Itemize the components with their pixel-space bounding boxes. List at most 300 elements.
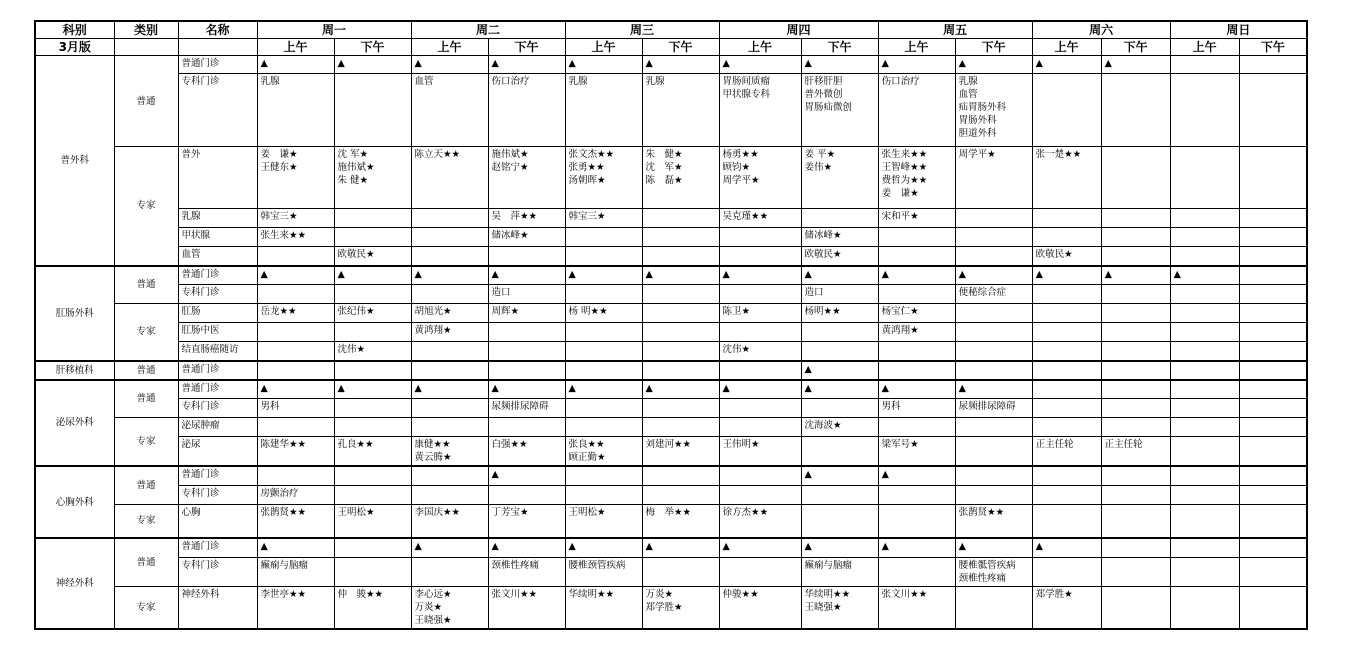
schedule-cell xyxy=(719,285,801,304)
schedule-cell: 华续明★★ 王晓强★ xyxy=(801,586,878,629)
schedule-cell: 陈卫★ xyxy=(719,304,801,323)
schedule-cell: ▲ xyxy=(257,56,334,74)
schedule-cell: 沈海波★ xyxy=(801,418,878,437)
schedule-cell xyxy=(955,247,1032,266)
clinic-name: 普通门诊 xyxy=(178,466,257,485)
schedule-cell xyxy=(1032,380,1101,399)
schedule-cell: 乳腺 xyxy=(642,74,719,147)
clinic-name: 甲状腺 xyxy=(178,228,257,247)
schedule-cell xyxy=(1170,209,1239,228)
schedule-row xyxy=(35,466,1307,485)
schedule-cell xyxy=(1239,304,1307,323)
schedule-cell: 房颤治疗 xyxy=(257,485,334,504)
schedule-cell xyxy=(1101,504,1170,538)
schedule-cell: 姜 谦★ 王健东★ xyxy=(257,147,334,209)
schedule-cell: 男科 xyxy=(257,399,334,418)
schedule-cell xyxy=(1101,586,1170,629)
schedule-cell xyxy=(955,586,1032,629)
schedule-cell: 陈建华★★ xyxy=(257,437,334,467)
schedule-cell xyxy=(334,418,411,437)
schedule-cell xyxy=(411,285,488,304)
schedule-cell: 黄鸿翔★ xyxy=(878,323,955,342)
schedule-cell: ▲ xyxy=(801,56,878,74)
schedule-cell: ▲ xyxy=(565,56,642,74)
schedule-wrapper xyxy=(34,20,1308,630)
schedule-cell xyxy=(334,361,411,380)
clinic-name: 专科门诊 xyxy=(178,285,257,304)
schedule-cell xyxy=(878,361,955,380)
schedule-cell xyxy=(801,209,878,228)
schedule-cell xyxy=(1239,56,1307,74)
schedule-cell xyxy=(1032,323,1101,342)
schedule-cell xyxy=(955,485,1032,504)
schedule-cell: 沈伟★ xyxy=(334,342,411,361)
schedule-cell xyxy=(801,437,878,467)
schedule-cell xyxy=(1239,399,1307,418)
schedule-cell xyxy=(411,466,488,485)
schedule-cell xyxy=(955,342,1032,361)
schedule-cell xyxy=(1032,342,1101,361)
schedule-cell: 欧敬民★ xyxy=(801,247,878,266)
schedule-row xyxy=(35,228,1307,247)
schedule-cell xyxy=(565,342,642,361)
schedule-cell xyxy=(1101,485,1170,504)
clinic-name: 普通门诊 xyxy=(178,56,257,74)
schedule-cell: ▲ xyxy=(1032,56,1101,74)
header-tue: 周二 xyxy=(411,21,565,39)
dept-name: 肛肠外科 xyxy=(35,266,114,361)
schedule-cell: 华续明★★ xyxy=(565,586,642,629)
schedule-cell xyxy=(565,485,642,504)
schedule-cell: 便秘综合症 xyxy=(955,285,1032,304)
category-name: 普通 xyxy=(114,380,178,418)
schedule-cell: 仲骏★★ xyxy=(719,586,801,629)
schedule-cell: 孔良★★ xyxy=(334,437,411,467)
schedule-cell: ▲ xyxy=(488,56,565,74)
schedule-cell xyxy=(565,399,642,418)
schedule-cell xyxy=(1170,247,1239,266)
dept-name: 肝移植科 xyxy=(35,361,114,380)
schedule-cell xyxy=(565,285,642,304)
schedule-cell: 张文川★★ xyxy=(878,586,955,629)
version-label: 3月版 xyxy=(35,39,114,56)
schedule-cell: ▲ xyxy=(878,56,955,74)
schedule-row xyxy=(35,304,1307,323)
schedule-cell xyxy=(334,323,411,342)
schedule-cell: 乳腺 xyxy=(257,74,334,147)
schedule-cell xyxy=(1170,437,1239,467)
header-pm: 下午 xyxy=(642,39,719,56)
schedule-cell xyxy=(1101,209,1170,228)
schedule-cell xyxy=(878,418,955,437)
schedule-cell xyxy=(1101,285,1170,304)
schedule-cell xyxy=(1239,285,1307,304)
schedule-cell xyxy=(565,418,642,437)
schedule-row xyxy=(35,147,1307,209)
header-sat: 周六 xyxy=(1032,21,1170,39)
schedule-cell xyxy=(642,247,719,266)
schedule-cell: 王伟明★ xyxy=(719,437,801,467)
schedule-cell: 韩宝三★ xyxy=(565,209,642,228)
schedule-cell xyxy=(1032,466,1101,485)
schedule-cell xyxy=(257,285,334,304)
schedule-cell xyxy=(1032,399,1101,418)
header-am: 上午 xyxy=(257,39,334,56)
schedule-cell: ▲ xyxy=(878,466,955,485)
schedule-cell: ▲ xyxy=(801,361,878,380)
schedule-cell: ▲ xyxy=(334,56,411,74)
schedule-cell: 伤口治疗 xyxy=(488,74,565,147)
header-fri: 周五 xyxy=(878,21,1032,39)
schedule-cell xyxy=(1170,147,1239,209)
schedule-cell xyxy=(878,247,955,266)
schedule-row xyxy=(35,74,1307,147)
schedule-cell xyxy=(1101,74,1170,147)
schedule-cell xyxy=(1170,586,1239,629)
dept-name: 普外科 xyxy=(35,56,114,266)
schedule-cell: ▲ xyxy=(488,538,565,557)
schedule-cell xyxy=(1239,504,1307,538)
schedule-cell xyxy=(411,557,488,586)
schedule-cell xyxy=(878,342,955,361)
schedule-cell xyxy=(642,209,719,228)
header-am: 上午 xyxy=(1170,39,1239,56)
schedule-row xyxy=(35,557,1307,586)
schedule-cell: ▲ xyxy=(642,538,719,557)
clinic-name: 专科门诊 xyxy=(178,485,257,504)
schedule-cell xyxy=(642,285,719,304)
schedule-cell xyxy=(1101,399,1170,418)
schedule-cell: 欧敬民★ xyxy=(334,247,411,266)
schedule-row xyxy=(35,285,1307,304)
schedule-cell: 岳龙★★ xyxy=(257,304,334,323)
dept-name: 泌尿外科 xyxy=(35,380,114,467)
schedule-cell xyxy=(1101,466,1170,485)
schedule-cell xyxy=(334,557,411,586)
schedule-cell: 张文杰★★ 张勇★★ 汤朝晖★ xyxy=(565,147,642,209)
schedule-cell xyxy=(1170,74,1239,147)
schedule-cell: 尿频排尿障碍 xyxy=(488,399,565,418)
schedule-row xyxy=(35,56,1307,74)
schedule-cell xyxy=(1032,304,1101,323)
clinic-name: 神经外科 xyxy=(178,586,257,629)
schedule-cell xyxy=(334,466,411,485)
schedule-cell xyxy=(411,418,488,437)
schedule-cell xyxy=(1170,285,1239,304)
schedule-cell xyxy=(334,285,411,304)
schedule-cell xyxy=(257,342,334,361)
schedule-cell xyxy=(801,399,878,418)
schedule-cell xyxy=(801,323,878,342)
schedule-row xyxy=(35,342,1307,361)
schedule-cell: 仲 骏★★ xyxy=(334,586,411,629)
schedule-cell xyxy=(1101,342,1170,361)
schedule-cell xyxy=(642,304,719,323)
schedule-cell: 癫痫与脑瘤 xyxy=(257,557,334,586)
schedule-cell: 胃肠间质瘤 甲状腺专科 xyxy=(719,74,801,147)
schedule-cell: 乳腺 血管 疝胃肠外科 胃肠外科 胆道外科 xyxy=(955,74,1032,147)
schedule-row xyxy=(35,538,1307,557)
schedule-cell: ▲ xyxy=(1032,538,1101,557)
schedule-cell: 杨明★★ xyxy=(801,304,878,323)
schedule-cell: 腰椎颈管疾病 xyxy=(565,557,642,586)
schedule-cell xyxy=(334,399,411,418)
schedule-cell: ▲ xyxy=(642,380,719,399)
schedule-cell xyxy=(488,418,565,437)
schedule-cell xyxy=(565,323,642,342)
schedule-cell: 沈 军★ 施伟斌★ 朱 健★ xyxy=(334,147,411,209)
schedule-cell: ▲ xyxy=(1101,266,1170,285)
schedule-cell xyxy=(642,323,719,342)
schedule-cell xyxy=(719,323,801,342)
schedule-cell xyxy=(565,466,642,485)
header-row-days xyxy=(35,21,1307,39)
schedule-cell xyxy=(955,437,1032,467)
schedule-cell xyxy=(1239,361,1307,380)
schedule-cell: 肝移肝胆 普外微创 胃肠疝微创 xyxy=(801,74,878,147)
schedule-cell: ▲ xyxy=(411,380,488,399)
schedule-cell: ▲ xyxy=(334,266,411,285)
schedule-cell xyxy=(411,485,488,504)
schedule-cell: ▲ xyxy=(955,538,1032,557)
schedule-cell xyxy=(1170,56,1239,74)
schedule-cell xyxy=(642,342,719,361)
header-wed: 周三 xyxy=(565,21,719,39)
schedule-cell: ▲ xyxy=(1032,266,1101,285)
clinic-name: 结直肠癌随访 xyxy=(178,342,257,361)
schedule-cell xyxy=(1239,266,1307,285)
schedule-cell xyxy=(1239,247,1307,266)
schedule-cell xyxy=(1239,538,1307,557)
schedule-cell xyxy=(411,361,488,380)
schedule-cell xyxy=(1170,466,1239,485)
schedule-cell: ▲ xyxy=(801,266,878,285)
schedule-cell xyxy=(955,418,1032,437)
schedule-cell xyxy=(955,304,1032,323)
schedule-cell xyxy=(1032,74,1101,147)
schedule-cell: 张鹊贤★★ xyxy=(955,504,1032,538)
schedule-cell xyxy=(1239,147,1307,209)
schedule-cell xyxy=(1239,380,1307,399)
schedule-cell: 血管 xyxy=(411,74,488,147)
schedule-cell: 张一楚★★ xyxy=(1032,147,1101,209)
schedule-cell: 李心远★ 万炎★ 王晓强★ xyxy=(411,586,488,629)
schedule-cell xyxy=(1239,586,1307,629)
clinic-name: 专科门诊 xyxy=(178,74,257,147)
schedule-row xyxy=(35,323,1307,342)
schedule-cell: 万炎★ 郑学胜★ xyxy=(642,586,719,629)
schedule-cell xyxy=(1239,437,1307,467)
schedule-cell: 尿频排尿障碍 xyxy=(955,399,1032,418)
schedule-body xyxy=(35,56,1307,629)
schedule-cell: 韩宝三★ xyxy=(257,209,334,228)
schedule-cell xyxy=(1239,323,1307,342)
schedule-cell xyxy=(1101,247,1170,266)
clinic-name: 心胸 xyxy=(178,504,257,538)
schedule-cell: ▲ xyxy=(719,380,801,399)
schedule-cell xyxy=(719,228,801,247)
schedule-cell xyxy=(488,342,565,361)
category-name: 专家 xyxy=(114,147,178,266)
clinic-name: 普通门诊 xyxy=(178,361,257,380)
schedule-cell xyxy=(642,399,719,418)
schedule-cell: 朱 健★ 沈 军★ 陈 磊★ xyxy=(642,147,719,209)
schedule-cell xyxy=(1032,228,1101,247)
category-name: 普通 xyxy=(114,266,178,304)
clinic-schedule-table xyxy=(34,20,1308,630)
schedule-cell xyxy=(801,342,878,361)
schedule-cell xyxy=(955,209,1032,228)
schedule-cell: 造口 xyxy=(801,285,878,304)
schedule-cell: 伤口治疗 xyxy=(878,74,955,147)
schedule-cell xyxy=(1101,380,1170,399)
clinic-name: 泌尿肿瘤 xyxy=(178,418,257,437)
schedule-cell xyxy=(411,399,488,418)
schedule-cell xyxy=(257,247,334,266)
schedule-cell xyxy=(719,399,801,418)
schedule-cell xyxy=(257,361,334,380)
schedule-cell: 胡旭光★ xyxy=(411,304,488,323)
schedule-cell xyxy=(488,323,565,342)
schedule-cell xyxy=(1170,399,1239,418)
schedule-cell xyxy=(1170,557,1239,586)
schedule-cell xyxy=(565,361,642,380)
schedule-cell xyxy=(1101,323,1170,342)
schedule-cell: 康健★★ 黄云腾★ xyxy=(411,437,488,467)
schedule-cell xyxy=(1032,209,1101,228)
header-mon: 周一 xyxy=(257,21,411,39)
schedule-cell: 张纪伟★ xyxy=(334,304,411,323)
schedule-cell: ▲ xyxy=(334,380,411,399)
schedule-row xyxy=(35,485,1307,504)
clinic-name: 专科门诊 xyxy=(178,399,257,418)
schedule-cell xyxy=(257,466,334,485)
schedule-cell xyxy=(878,285,955,304)
schedule-cell xyxy=(1101,557,1170,586)
schedule-cell xyxy=(955,323,1032,342)
schedule-cell: ▲ xyxy=(411,266,488,285)
schedule-cell xyxy=(1032,557,1101,586)
schedule-cell: 刘建河★★ xyxy=(642,437,719,467)
schedule-cell xyxy=(565,228,642,247)
schedule-cell xyxy=(801,485,878,504)
schedule-row xyxy=(35,247,1307,266)
header-name: 名称 xyxy=(178,21,257,39)
schedule-cell: ▲ xyxy=(878,266,955,285)
schedule-cell xyxy=(955,466,1032,485)
schedule-cell xyxy=(334,538,411,557)
schedule-cell: ▲ xyxy=(1101,56,1170,74)
schedule-cell xyxy=(1032,361,1101,380)
schedule-cell xyxy=(1239,74,1307,147)
schedule-cell xyxy=(878,557,955,586)
schedule-cell xyxy=(488,361,565,380)
schedule-cell xyxy=(878,504,955,538)
schedule-cell xyxy=(719,418,801,437)
schedule-row xyxy=(35,209,1307,228)
schedule-cell xyxy=(1170,418,1239,437)
schedule-cell: 储冰峰★ xyxy=(801,228,878,247)
clinic-name: 普外 xyxy=(178,147,257,209)
schedule-cell xyxy=(642,557,719,586)
schedule-cell xyxy=(1170,361,1239,380)
schedule-cell xyxy=(257,323,334,342)
header-empty xyxy=(114,39,178,56)
schedule-cell: ▲ xyxy=(642,266,719,285)
header-pm: 下午 xyxy=(955,39,1032,56)
category-name: 专家 xyxy=(114,418,178,467)
schedule-cell xyxy=(1101,304,1170,323)
schedule-cell: 丁芳宝★ xyxy=(488,504,565,538)
schedule-cell: 白强★★ xyxy=(488,437,565,467)
schedule-cell: 沈伟★ xyxy=(719,342,801,361)
schedule-cell xyxy=(801,504,878,538)
clinic-name: 肛肠中医 xyxy=(178,323,257,342)
schedule-cell: ▲ xyxy=(955,380,1032,399)
header-empty xyxy=(178,39,257,56)
schedule-cell: 姜 平★ 姜伟★ xyxy=(801,147,878,209)
schedule-cell xyxy=(1101,361,1170,380)
clinic-name: 肛肠 xyxy=(178,304,257,323)
schedule-cell xyxy=(1170,485,1239,504)
schedule-cell xyxy=(642,228,719,247)
schedule-cell: 梅 举★★ xyxy=(642,504,719,538)
header-pm: 下午 xyxy=(488,39,565,56)
schedule-cell xyxy=(488,485,565,504)
schedule-cell: ▲ xyxy=(955,56,1032,74)
schedule-cell: ▲ xyxy=(257,380,334,399)
schedule-row xyxy=(35,504,1307,538)
schedule-cell: 王明松★ xyxy=(334,504,411,538)
schedule-cell xyxy=(1170,228,1239,247)
header-thu: 周四 xyxy=(719,21,878,39)
schedule-row xyxy=(35,380,1307,399)
schedule-cell xyxy=(1032,485,1101,504)
schedule-cell xyxy=(334,74,411,147)
schedule-cell xyxy=(1239,418,1307,437)
schedule-cell: ▲ xyxy=(1170,266,1239,285)
schedule-cell: 黄鸿翔★ xyxy=(411,323,488,342)
schedule-cell: ▲ xyxy=(565,266,642,285)
header-sun: 周日 xyxy=(1170,21,1307,39)
schedule-cell xyxy=(1101,228,1170,247)
schedule-cell xyxy=(719,247,801,266)
schedule-row xyxy=(35,437,1307,467)
category-name: 专家 xyxy=(114,304,178,361)
schedule-cell xyxy=(719,485,801,504)
schedule-cell xyxy=(1170,538,1239,557)
schedule-cell xyxy=(1239,485,1307,504)
header-am: 上午 xyxy=(411,39,488,56)
schedule-cell: 吴克瑾★★ xyxy=(719,209,801,228)
schedule-cell xyxy=(1032,504,1101,538)
schedule-cell xyxy=(1170,380,1239,399)
schedule-cell xyxy=(1101,147,1170,209)
header-pm: 下午 xyxy=(334,39,411,56)
schedule-row xyxy=(35,418,1307,437)
schedule-cell xyxy=(955,361,1032,380)
schedule-cell xyxy=(411,342,488,361)
schedule-cell xyxy=(1170,342,1239,361)
schedule-cell: 徐方杰★★ xyxy=(719,504,801,538)
header-am: 上午 xyxy=(878,39,955,56)
schedule-cell xyxy=(334,209,411,228)
schedule-cell: 张生来★★ xyxy=(257,228,334,247)
schedule-cell: 颈椎性疼痛 xyxy=(488,557,565,586)
schedule-cell: ▲ xyxy=(642,56,719,74)
header-dept: 科别 xyxy=(35,21,114,39)
schedule-cell: 储冰峰★ xyxy=(488,228,565,247)
